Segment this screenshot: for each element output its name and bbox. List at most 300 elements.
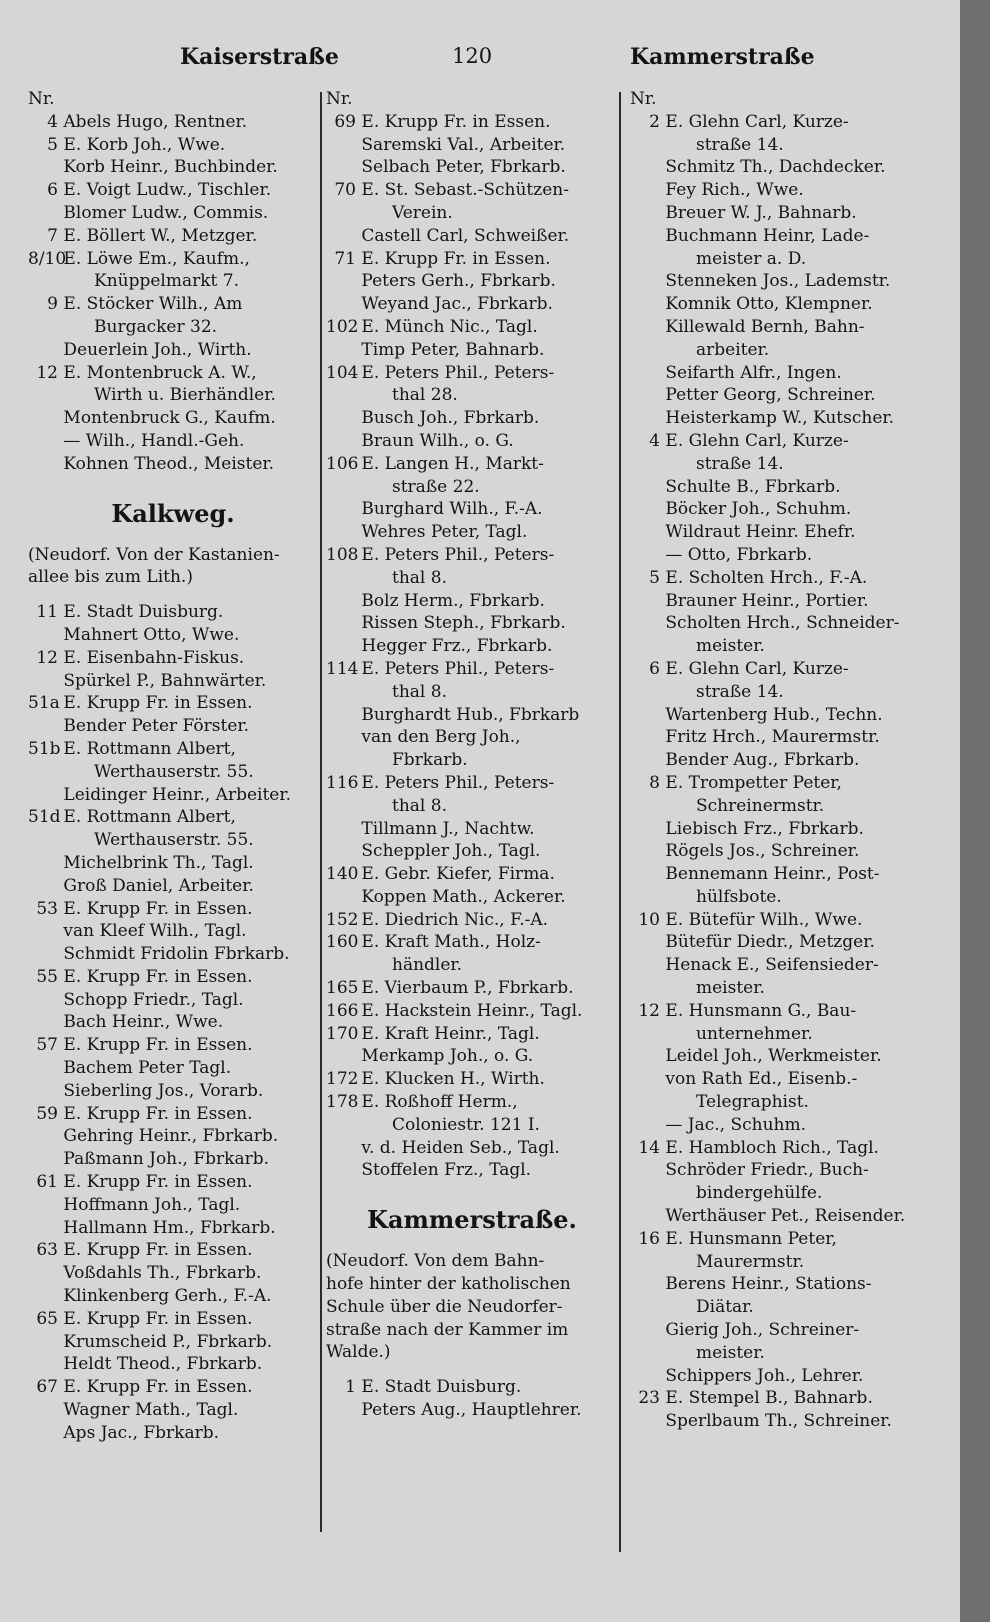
entry-text: Bachem Peter Tagl. xyxy=(63,1058,232,1079)
header-left-street: Kaiserstraße xyxy=(180,44,339,70)
entry-text: Werthauserstr. 55. xyxy=(94,761,254,782)
page-header xyxy=(0,38,960,78)
directory-entry xyxy=(326,795,618,818)
entry-text: straße 22. xyxy=(392,476,480,497)
entry-text: E. Peters Phil., Peters- xyxy=(361,772,555,793)
number-heading: Nr. xyxy=(28,89,55,109)
directory-entry xyxy=(28,270,318,293)
column-3 xyxy=(630,88,918,1433)
directory-entry xyxy=(28,920,318,943)
directory-entry xyxy=(28,453,318,476)
directory-entry xyxy=(326,1114,618,1137)
entry-text: E. Münch Nic., Tagl. xyxy=(361,316,538,337)
directory-entry xyxy=(630,1182,918,1205)
street-description: allee bis zum Lith.) xyxy=(28,567,193,588)
directory-entry xyxy=(28,156,318,179)
directory-entry xyxy=(28,738,318,761)
directory-entry xyxy=(28,407,318,430)
number-heading: Nr. xyxy=(630,89,657,109)
directory-entry xyxy=(630,225,918,248)
entry-text: E. Krupp Fr. in Essen. xyxy=(63,1240,253,1261)
entry-text: Wehres Peter, Tagl. xyxy=(361,522,528,543)
entry-text: Schröder Friedr., Buch- xyxy=(665,1160,869,1181)
entry-text: Tillmann J., Nachtw. xyxy=(361,818,535,839)
directory-entry xyxy=(326,316,618,339)
directory-entry xyxy=(630,1045,918,1068)
house-number: 166 xyxy=(326,1000,359,1021)
directory-entry xyxy=(326,1159,618,1182)
house-number: 8 xyxy=(649,772,660,793)
entry-text: E. Stadt Duisburg. xyxy=(63,602,224,623)
directory-entry xyxy=(630,134,918,157)
directory-entry xyxy=(630,1319,918,1342)
directory-entry xyxy=(326,362,618,385)
directory-entry xyxy=(326,134,618,157)
entry-text: Maurermstr. xyxy=(696,1251,805,1272)
directory-entry xyxy=(630,316,918,339)
entry-text: von Rath Ed., Eisenb.- xyxy=(665,1069,858,1090)
house-number: 108 xyxy=(326,544,359,565)
directory-entry xyxy=(326,521,618,544)
entry-text: E. Glehn Carl, Kurze- xyxy=(665,658,849,679)
directory-entry xyxy=(28,111,318,134)
house-number: 51d xyxy=(28,807,61,828)
entry-text: E. Krupp Fr. in Essen. xyxy=(361,248,551,269)
entry-text: Rissen Steph., Fbrkarb. xyxy=(361,613,566,634)
entry-text: E. Hunsmann Peter, xyxy=(665,1228,837,1249)
directory-entry xyxy=(326,612,618,635)
entry-text: Rögels Jos., Schreiner. xyxy=(665,841,860,862)
directory-entry xyxy=(630,293,918,316)
entry-text: E. Vierbaum P., Fbrkarb. xyxy=(361,978,574,999)
spacer xyxy=(326,1364,618,1376)
directory-entry xyxy=(630,1159,918,1182)
directory-entry xyxy=(630,544,918,567)
entry-text: Schreinermstr. xyxy=(696,795,825,816)
entry-text: E. Glehn Carl, Kurze- xyxy=(665,111,849,132)
directory-entry xyxy=(326,726,618,749)
directory-entry xyxy=(28,1125,318,1148)
entry-text: Coloniestr. 121 I. xyxy=(392,1114,540,1135)
street-description: Schule über die Neudorfer- xyxy=(326,1296,563,1317)
directory-entry xyxy=(28,225,318,248)
house-number: 16 xyxy=(638,1228,660,1249)
directory-entry xyxy=(28,339,318,362)
entry-text: Gehring Heinr., Fbrkarb. xyxy=(63,1126,279,1147)
directory-entry xyxy=(630,1137,918,1160)
directory-entry xyxy=(630,1387,918,1410)
house-number: 140 xyxy=(326,864,359,885)
entry-text: Diätar. xyxy=(696,1297,754,1318)
entry-text: Scholten Hrch., Schneider- xyxy=(665,613,900,634)
entry-text: Knüppelmarkt 7. xyxy=(94,271,239,292)
directory-entry xyxy=(630,954,918,977)
entry-text: Koppen Math., Ackerer. xyxy=(361,886,566,907)
entry-text: Bütefür Diedr., Metzger. xyxy=(665,932,875,953)
house-number: 51b xyxy=(28,738,61,759)
directory-entry xyxy=(630,1205,918,1228)
directory-entry xyxy=(326,248,618,271)
column-1 xyxy=(28,88,318,1445)
entry-text: meister. xyxy=(696,978,765,999)
house-number: 1 xyxy=(345,1377,356,1398)
entry-text: E. Gebr. Kiefer, Firma. xyxy=(361,864,555,885)
directory-entry xyxy=(630,430,918,453)
directory-entry xyxy=(28,647,318,670)
entry-text: thal 8. xyxy=(392,567,447,588)
directory-entry xyxy=(326,407,618,430)
entry-text: Saremski Val., Arbeiter. xyxy=(361,134,566,155)
house-number: 160 xyxy=(326,932,359,953)
street-description: (Neudorf. Von der Kastanien- xyxy=(28,544,280,565)
entry-text: E. Voigt Ludw., Tischler. xyxy=(63,180,272,201)
directory-entry xyxy=(28,316,318,339)
entry-text: Hallmann Hm., Fbrkarb. xyxy=(63,1217,276,1238)
entry-text: hülfsbote. xyxy=(696,886,782,907)
directory-entry xyxy=(28,670,318,693)
house-number: 165 xyxy=(326,978,359,999)
entry-text: Hoffmann Joh., Tagl. xyxy=(63,1194,241,1215)
entry-text: Bender Aug., Fbrkarb. xyxy=(665,750,860,771)
entry-text: Peters Gerh., Fbrkarb. xyxy=(361,271,556,292)
entry-text: E. Peters Phil., Peters- xyxy=(361,362,555,383)
entry-text: straße 14. xyxy=(696,453,784,474)
directory-entry xyxy=(28,1262,318,1285)
directory-entry xyxy=(326,1137,618,1160)
directory-entry xyxy=(28,898,318,921)
directory-entry xyxy=(630,681,918,704)
entry-text: E. Krupp Fr. in Essen. xyxy=(63,1035,253,1056)
directory-entry xyxy=(326,909,618,932)
house-number: 9 xyxy=(47,294,58,315)
street-description: Walde.) xyxy=(326,1342,391,1363)
directory-entry xyxy=(630,840,918,863)
entry-text: Fritz Hrch., Maurermstr. xyxy=(665,727,880,748)
directory-entry xyxy=(28,1331,318,1354)
directory-entry xyxy=(28,1376,318,1399)
entry-text: Fbrkarb. xyxy=(392,750,468,771)
house-number: 61 xyxy=(36,1172,58,1193)
entry-text: Mahnert Otto, Wwe. xyxy=(63,624,240,645)
house-number: 114 xyxy=(326,658,359,679)
entry-text: Bender Peter Förster. xyxy=(63,716,250,737)
entry-text: E. Stempel B., Bahnarb. xyxy=(665,1388,873,1409)
directory-entry xyxy=(326,590,618,613)
directory-entry xyxy=(326,772,618,795)
entry-text: Breuer W. J., Bahnarb. xyxy=(665,202,857,223)
entry-text: Verein. xyxy=(392,202,453,223)
directory-entry xyxy=(28,293,318,316)
entry-text: — Jac., Schuhm. xyxy=(665,1114,807,1135)
entry-text: E. Krupp Fr. in Essen. xyxy=(63,1172,253,1193)
entry-text: Schmidt Fridolin Fbrkarb. xyxy=(63,944,290,965)
entry-text: E. Hunsmann G., Bau- xyxy=(665,1000,857,1021)
house-number: 116 xyxy=(326,772,359,793)
directory-entry xyxy=(28,1148,318,1171)
entry-text: Peters Aug., Hauptlehrer. xyxy=(361,1400,582,1421)
directory-entry xyxy=(326,156,618,179)
entry-text: E. Diedrich Nic., F.-A. xyxy=(361,909,549,930)
entry-text: Burghardt Hub., Fbrkarb xyxy=(361,704,580,725)
entry-text: Killewald Bernh, Bahn- xyxy=(665,316,865,337)
directory-entry xyxy=(28,1034,318,1057)
house-number: 170 xyxy=(326,1023,359,1044)
directory-entry xyxy=(630,1023,918,1046)
directory-entry xyxy=(326,886,618,909)
directory-entry xyxy=(326,179,618,202)
house-number: 67 xyxy=(36,1377,58,1398)
column-divider xyxy=(320,92,322,1532)
entry-text: Krumscheid P., Fbrkarb. xyxy=(63,1331,273,1352)
directory-entry xyxy=(630,612,918,635)
house-number: 51a xyxy=(28,693,60,714)
house-number: 7 xyxy=(47,225,58,246)
directory-entry xyxy=(28,1285,318,1308)
house-number: 172 xyxy=(326,1069,359,1090)
house-number: 53 xyxy=(36,898,58,919)
entry-text: E. Korb Joh., Wwe. xyxy=(63,134,226,155)
entry-text: E. Krupp Fr. in Essen. xyxy=(63,693,253,714)
entry-text: arbeiter. xyxy=(696,339,770,360)
entry-text: E. Bütefür Wilh., Wwe. xyxy=(665,909,863,930)
directory-entry xyxy=(28,1353,318,1376)
entry-text: Wildraut Heinr. Ehefr. xyxy=(665,522,856,543)
house-number: 5 xyxy=(649,567,660,588)
entry-text: — Wilh., Handl.-Geh. xyxy=(63,430,245,451)
entry-text: E. Stadt Duisburg. xyxy=(361,1377,522,1398)
directory-entry xyxy=(630,1228,918,1251)
entry-text: Bach Heinr., Wwe. xyxy=(63,1012,224,1033)
entry-text: Werthauserstr. 55. xyxy=(94,830,254,851)
directory-entry xyxy=(28,761,318,784)
directory-entry xyxy=(630,1068,918,1091)
directory-entry xyxy=(326,954,618,977)
entry-text: Selbach Peter, Fbrkarb. xyxy=(361,157,566,178)
directory-entry xyxy=(630,156,918,179)
entry-text: Burghard Wilh., F.-A. xyxy=(361,499,543,520)
entry-text: Castell Carl, Schweißer. xyxy=(361,225,570,246)
directory-entry xyxy=(630,818,918,841)
house-number: 70 xyxy=(334,180,356,201)
directory-entry xyxy=(630,1342,918,1365)
entry-text: Voßdahls Th., Fbrkarb. xyxy=(63,1263,262,1284)
house-number: 23 xyxy=(638,1388,660,1409)
directory-entry xyxy=(28,806,318,829)
directory-entry xyxy=(28,1057,318,1080)
directory-entry xyxy=(326,1045,618,1068)
entry-text: Seifarth Alfr., Ingen. xyxy=(665,362,842,383)
entry-text: Telegraphist. xyxy=(696,1092,809,1113)
house-number: 6 xyxy=(649,658,660,679)
entry-text: thal 8. xyxy=(392,795,447,816)
directory-entry xyxy=(326,818,618,841)
entry-text: Wagner Math., Tagl. xyxy=(63,1400,239,1421)
directory-entry xyxy=(28,601,318,624)
directory-entry xyxy=(28,624,318,647)
entry-text: straße 14. xyxy=(696,681,784,702)
entry-text: Sperlbaum Th., Schreiner. xyxy=(665,1411,892,1432)
directory-entry xyxy=(326,430,618,453)
directory-entry xyxy=(28,1103,318,1126)
directory-entry xyxy=(28,989,318,1012)
directory-entry xyxy=(326,681,618,704)
directory-entry xyxy=(326,635,618,658)
house-number: 11 xyxy=(36,602,58,623)
entry-text: Hegger Frz., Fbrkarb. xyxy=(361,636,553,657)
directory-entry xyxy=(326,476,618,499)
directory-entry xyxy=(28,715,318,738)
entry-text: Böcker Joh., Schuhm. xyxy=(665,499,852,520)
entry-text: E. Scholten Hrch., F.-A. xyxy=(665,567,868,588)
house-number: 63 xyxy=(36,1240,58,1261)
directory-entry xyxy=(630,248,918,271)
directory-entry xyxy=(630,1296,918,1319)
entry-text: bindergehülfe. xyxy=(696,1183,823,1204)
entry-text: meister a. D. xyxy=(696,248,807,269)
entry-text: Timp Peter, Bahnarb. xyxy=(361,339,545,360)
entry-text: Fey Rich., Wwe. xyxy=(665,180,804,201)
entry-text: E. Roßhoff Herm., xyxy=(361,1092,518,1113)
entry-text: E. Klucken H., Wirth. xyxy=(361,1069,545,1090)
directory-entry xyxy=(630,909,918,932)
directory-entry xyxy=(630,863,918,886)
entry-text: E. Böllert W., Metzger. xyxy=(63,225,258,246)
entry-text: thal 8. xyxy=(392,681,447,702)
directory-entry xyxy=(630,658,918,681)
directory-entry xyxy=(28,829,318,852)
entry-text: Wirth u. Bierhändler. xyxy=(94,385,276,406)
directory-entry xyxy=(28,248,318,271)
house-number: 12 xyxy=(36,647,58,668)
directory-entry xyxy=(630,590,918,613)
street-description: hofe hinter der katholischen xyxy=(326,1274,571,1295)
directory-entry xyxy=(630,704,918,727)
directory-entry xyxy=(28,430,318,453)
directory-entry xyxy=(326,1068,618,1091)
house-number: 65 xyxy=(36,1308,58,1329)
directory-entry xyxy=(630,498,918,521)
directory-entry xyxy=(630,749,918,772)
entry-text: Gierig Joh., Schreiner- xyxy=(665,1320,860,1341)
entry-text: E. Hambloch Rich., Tagl. xyxy=(665,1137,879,1158)
house-number: 6 xyxy=(47,180,58,201)
directory-entry xyxy=(28,875,318,898)
entry-text: Komnik Otto, Klempner. xyxy=(665,294,873,315)
directory-entry xyxy=(326,977,618,1000)
directory-entry xyxy=(630,202,918,225)
house-number: 5 xyxy=(47,134,58,155)
entry-text: unternehmer. xyxy=(696,1023,813,1044)
entry-text: Berens Heinr., Stations- xyxy=(665,1274,872,1295)
directory-entry xyxy=(326,498,618,521)
directory-entry xyxy=(28,1171,318,1194)
entry-text: E. Peters Phil., Peters- xyxy=(361,658,555,679)
entry-text: Petter Georg, Schreiner. xyxy=(665,385,876,406)
directory-entry xyxy=(28,1194,318,1217)
house-number: 2 xyxy=(649,111,660,132)
entry-text: E. Rottmann Albert, xyxy=(63,807,236,828)
entry-text: E. Krupp Fr. in Essen. xyxy=(63,1377,253,1398)
entry-text: E. Krupp Fr. in Essen. xyxy=(63,966,253,987)
entry-text: E. Kraft Heinr., Tagl. xyxy=(361,1023,540,1044)
directory-entry xyxy=(326,1023,618,1046)
entry-text: Brauner Heinr., Portier. xyxy=(665,590,869,611)
entry-text: Heldt Theod., Fbrkarb. xyxy=(63,1354,263,1375)
entry-text: Weyand Jac., Fbrkarb. xyxy=(361,294,553,315)
column-divider xyxy=(619,92,621,1552)
directory-entry xyxy=(28,1308,318,1331)
directory-entry xyxy=(630,1365,918,1388)
house-number: 71 xyxy=(334,248,356,269)
house-number: 14 xyxy=(638,1137,660,1158)
house-number: 10 xyxy=(638,909,660,930)
entry-text: Stoffelen Frz., Tagl. xyxy=(361,1160,532,1181)
directory-entry xyxy=(630,270,918,293)
directory-entry xyxy=(630,179,918,202)
entry-text: Leidel Joh., Werkmeister. xyxy=(665,1046,882,1067)
entry-text: Leidinger Heinr., Arbeiter. xyxy=(63,784,292,805)
directory-entry xyxy=(28,202,318,225)
entry-text: Schmitz Th., Dachdecker. xyxy=(665,157,886,178)
directory-entry xyxy=(630,931,918,954)
directory-entry xyxy=(28,384,318,407)
directory-entry xyxy=(28,1399,318,1422)
house-number: 4 xyxy=(649,430,660,451)
house-number: 102 xyxy=(326,316,359,337)
entry-text: E. Krupp Fr. in Essen. xyxy=(361,111,551,132)
entry-text: Spürkel P., Bahnwärter. xyxy=(63,670,267,691)
directory-entry xyxy=(630,795,918,818)
entry-text: E. Montenbruck A. W., xyxy=(63,362,257,383)
page-number: 120 xyxy=(452,44,493,68)
entry-text: Kohnen Theod., Meister. xyxy=(63,453,275,474)
directory-entry xyxy=(326,658,618,681)
entry-text: straße 14. xyxy=(696,134,784,155)
entry-text: E. Kraft Math., Holz- xyxy=(361,932,541,953)
directory-entry xyxy=(28,362,318,385)
directory-entry xyxy=(630,1000,918,1023)
house-number: 106 xyxy=(326,453,359,474)
directory-entry xyxy=(630,1251,918,1274)
directory-entry xyxy=(630,772,918,795)
directory-entry xyxy=(630,384,918,407)
directory-entry xyxy=(28,179,318,202)
directory-entry xyxy=(326,931,618,954)
entry-text: E. Stöcker Wilh., Am xyxy=(63,294,243,315)
entry-text: Merkamp Joh., o. G. xyxy=(361,1046,534,1067)
directory-entry xyxy=(630,977,918,1000)
directory-entry xyxy=(28,784,318,807)
entry-text: Korb Heinr., Buchbinder. xyxy=(63,157,278,178)
directory-entry xyxy=(28,692,318,715)
entry-text: E. Langen H., Markt- xyxy=(361,453,544,474)
house-number: 69 xyxy=(334,111,356,132)
directory-entry xyxy=(28,852,318,875)
entry-text: Liebisch Frz., Fbrkarb. xyxy=(665,818,864,839)
entry-text: Burgacker 32. xyxy=(94,316,218,337)
directory-entry xyxy=(326,1000,618,1023)
directory-entry xyxy=(28,134,318,157)
directory-entry xyxy=(326,293,618,316)
entry-text: E. Trompetter Peter, xyxy=(665,772,842,793)
directory-entry xyxy=(630,111,918,134)
entry-text: Busch Joh., Fbrkarb. xyxy=(361,408,540,429)
directory-entry xyxy=(326,863,618,886)
number-heading: Nr. xyxy=(326,89,353,109)
column-2 xyxy=(326,88,618,1422)
directory-entry xyxy=(326,840,618,863)
entry-text: E. Krupp Fr. in Essen. xyxy=(63,1308,253,1329)
